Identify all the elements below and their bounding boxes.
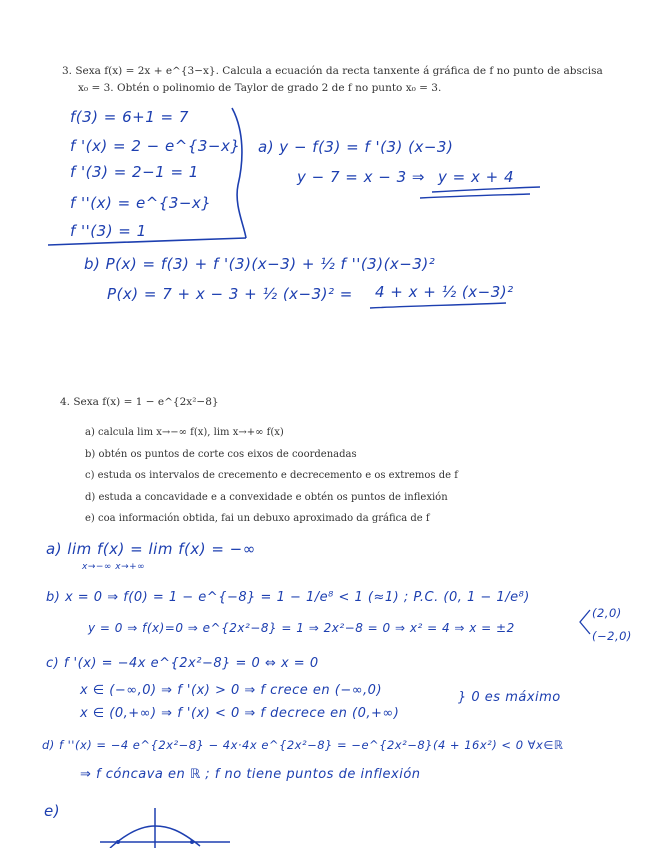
hw4-a-sub: x→−∞ x→+∞ xyxy=(82,562,146,572)
hw4-e: e) xyxy=(44,802,61,820)
derivatives-underline xyxy=(48,238,246,245)
hw4-c2: x ∈ (−∞,0) ⇒ f '(x) > 0 ⇒ f crece en (−∞,0) xyxy=(80,683,383,698)
problem-3-line-2: x₀ = 3. Obtén o polinomio de Taylor de grado 2 de f no punto x₀ = 3. xyxy=(78,82,442,94)
sketch-point-left xyxy=(116,840,120,844)
hw3-b3: 4 + x + ½ (x−3)² xyxy=(375,283,514,301)
taylor-answer-underline xyxy=(370,303,506,308)
hw4-b-point-1: (2,0) xyxy=(592,606,622,620)
hw4-c-note: } 0 es máximo xyxy=(458,690,561,705)
problem-4-item-b: b) obtén os puntos de corte cos eixos de coordenadas xyxy=(85,448,357,460)
tangent-answer-underline-1 xyxy=(432,187,540,192)
derivatives-bracket xyxy=(232,108,246,238)
hw3-fpp3: f ''(3) = 1 xyxy=(70,222,147,240)
hw3-b1: b) P(x) = f(3) + f '(3)(x−3) + ½ f ''(3)(x−3)² xyxy=(84,255,436,273)
hw4-c1: c) f '(x) = −4x e^{2x²−8} = 0 ⇔ x = 0 xyxy=(46,656,319,671)
hw3-fp: f '(x) = 2 − e^{3−x} xyxy=(70,137,241,155)
hw4-a: a) lim f(x) = lim f(x) = −∞ xyxy=(46,540,256,558)
hw3-f3: f(3) = 6+1 = 7 xyxy=(70,108,189,126)
hw3-b2: P(x) = 7 + x − 3 + ½ (x−3)² = xyxy=(107,285,353,303)
hw3-a1: a) y − f(3) = f '(3) (x−3) xyxy=(258,138,454,156)
tangent-answer-underline-2 xyxy=(420,194,530,198)
hw3-a2: y − 7 = x − 3 ⇒ xyxy=(297,168,425,186)
problem-4-item-a: a) calcula lim x→−∞ f(x), lim x→+∞ f(x) xyxy=(85,427,284,438)
hw4-b2: y = 0 ⇒ f(x)=0 ⇒ e^{2x²−8} = 1 ⇒ 2x²−8 = 0 ⇒ x² = 4 ⇒ x = ±2 xyxy=(88,621,515,635)
problem-4-item-c: c) estuda os intervalos de crecemento e decrecemento e os extremos de f xyxy=(85,470,458,481)
sketch-point-right xyxy=(190,840,194,844)
problem-4-item-d: d) estuda a concavidade e a convexidade e obtén os puntos de inflexión xyxy=(85,491,448,503)
problem-4-item-e: e) coa información obtida, fai un debuxo aproximado da gráfica de f xyxy=(85,513,430,524)
problem-3-line-1: 3. Sexa f(x) = 2x + e^{3−x}. Calcula a ecuación da recta tanxente á gráfica de f no punto de abscisa xyxy=(62,65,603,77)
points-brace xyxy=(580,610,590,634)
hw4-c3: x ∈ (0,+∞) ⇒ f '(x) < 0 ⇒ f decrece en (0,+∞) xyxy=(80,706,400,721)
hw4-b1: b) x = 0 ⇒ f(0) = 1 − e^{−8} = 1 − 1/e⁸ < 1 (≈1) ; P.C. (0, 1 − 1/e⁸) xyxy=(46,590,530,605)
hw4-d2: ⇒ f cóncava en ℝ ; f no tiene puntos de inflexión xyxy=(80,767,421,782)
hw4-b-point-2: (−2,0) xyxy=(592,629,632,643)
hw3-a3: y = x + 4 xyxy=(438,168,515,186)
hw3-fpp: f ''(x) = e^{3−x} xyxy=(70,194,212,212)
hw4-d1: d) f ''(x) = −4 e^{2x²−8} − 4x·4x e^{2x²−8} = −e^{2x²−8}(4 + 16x²) < 0 ∀x∈ℝ xyxy=(42,738,564,752)
problem-4-title: 4. Sexa f(x) = 1 − e^{2x²−8} xyxy=(60,396,219,408)
hw3-fp3: f '(3) = 2−1 = 1 xyxy=(70,163,199,181)
